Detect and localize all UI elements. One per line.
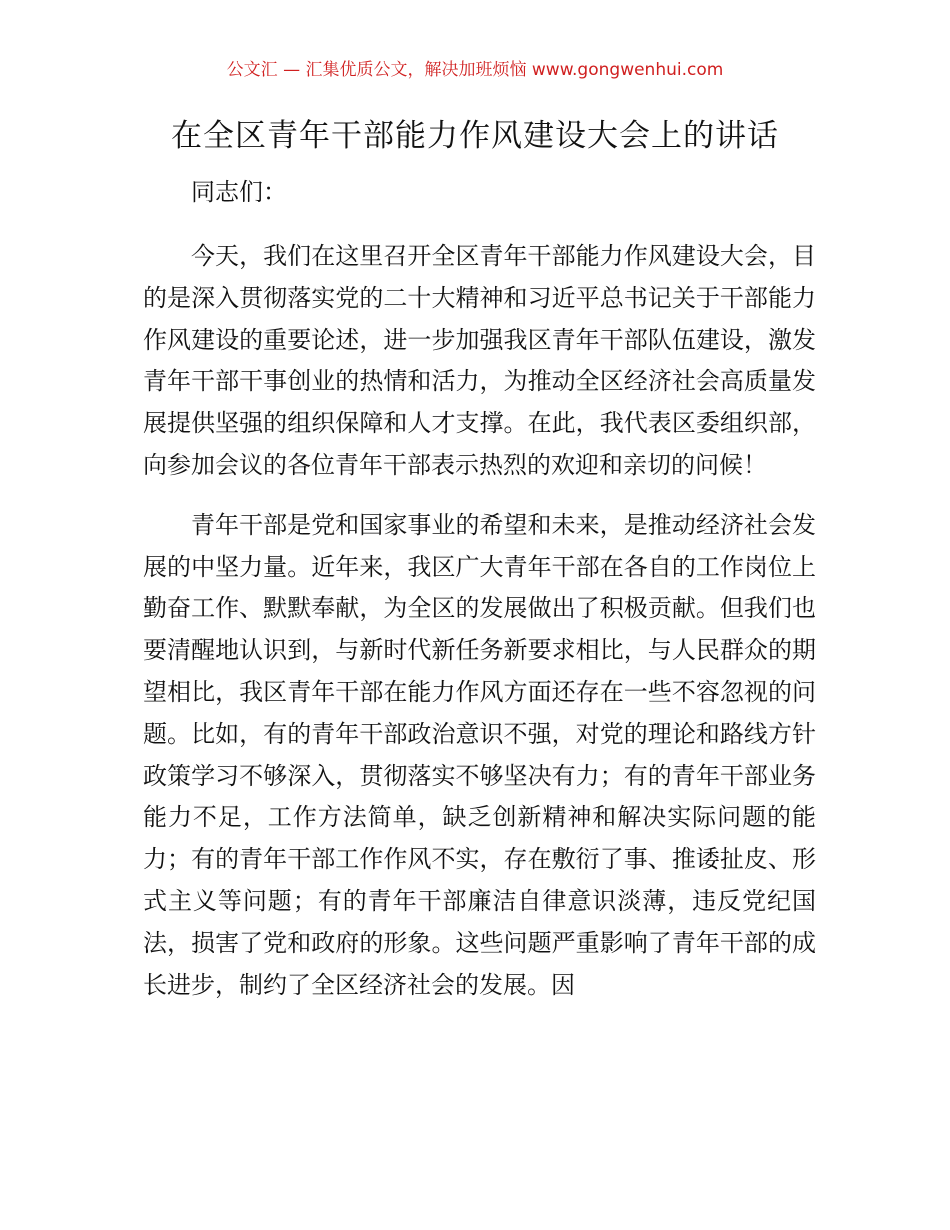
paragraph-problems: 青年干部是党和国家事业的希望和未来，是推动经济社会发展的中坚力量。近年来，我区广大青年干部在各自的工作岗位上勤奋工作、默默奉献，为全区的发展做出了积极贡献。但我们也要清醒地认识到，与新时代新任务新要求相比，与人民群众的期望相比，我区青年干部在能力作风方面还存在一些不容忽视的问题。比如，有的青年干部政治意识不强，对党的理论和路线方针政策学习不够深入，贯彻落实不够坚决有力；有的青年干部业务能力不足，工作方法简单，缺乏创新精神和解决实际问题的能力；有的青年干部工作作风不实，存在敷衍了事、推诿扯皮、形式主义等问题；有的青年干部廉洁自律意识淡薄，违反党纪国法，损害了党和政府的形象。这些问题严重影响了青年干部的成长进步，制约了全区经济社会的发展。因 (143, 510, 816, 999)
document-title: 在全区青年干部能力作风建设大会上的讲话 (171, 118, 779, 154)
paragraph-opening: 今天，我们在这里召开全区青年干部能力作风建设大会，目的是深入贯彻落实党的二十大精神和习近平总书记关于干部能力作风建设的重要论述，进一步加强我区青年干部队伍建设，激发青年干部干事创业的热情和活力，为推动全区经济社会高质量发展提供坚强的组织保障和人才支撑。在此，我代表区委组织部，向参加会议的各位青年干部表示热烈的欢迎和亲切的问候！ (143, 242, 816, 479)
salutation: 同志们： (191, 178, 287, 206)
site-banner: 公文汇 — 汇集优质公文，解决加班烦恼 www.gongwenhui.com (226, 60, 724, 80)
document-body (143, 166, 816, 1006)
